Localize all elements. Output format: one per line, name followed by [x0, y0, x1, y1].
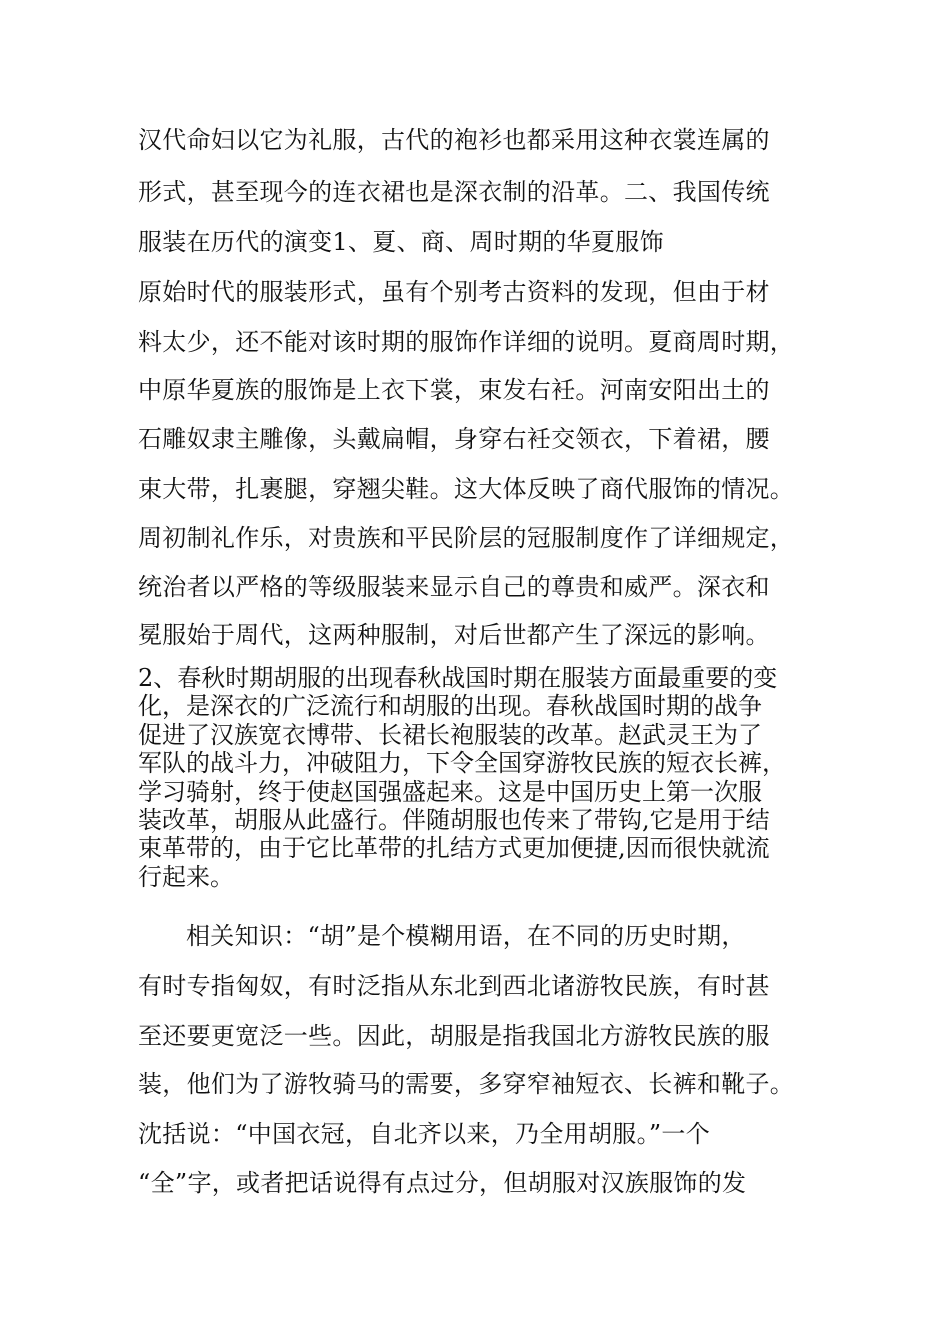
paragraph2 [138, 664, 828, 891]
paragraph2-line-5: 学习骑射，终于使赵国强盛起来。这是中国历史上第一次服 [138, 777, 762, 806]
paragraph1-line-3: 服装在历代的演变1、夏、商、周时期的华夏服饰 [138, 228, 664, 256]
paragraph2-line-1: 2、春秋时期胡服的出现春秋战国时期在服装方面最重要的变 [138, 664, 778, 692]
paragraph2-line-6: 装改革，胡服从此盛行。伴随胡服也传来了带钩,它是用于结 [138, 806, 770, 835]
paragraph2-line-2: 化，是深衣的广泛流行和胡服的出现。春秋战国时期的战争 [138, 692, 762, 721]
paragraph1-line-9: 周初制礼作乐，对贵族和平民阶层的冠服制度作了详细规定， [138, 524, 795, 552]
paragraph1-line-6: 中原华夏族的服饰是上衣下裳，束发右衽。河南安阳出土的 [138, 376, 770, 404]
paragraph1-line-4: 原始时代的服装形式，虽有个别考古资料的发现，但由于材 [138, 278, 770, 306]
paragraph3-line-3: 至还要更宽泛一些。因此，胡服是指我国北方游牧民族的服 [138, 1022, 770, 1050]
paragraph1-line-1: 汉代命妇以它为礼服，古代的袍衫也都采用这种衣裳连属的 [138, 126, 770, 154]
paragraph3-line-1: 相关知识：“胡”是个模糊用语，在不同的历史时期， [186, 922, 746, 950]
paragraph1-line-5: 料太少，还不能对该时期的服饰作详细的说明。夏商周时期， [138, 328, 795, 356]
paragraph2-line-7: 束革带的，由于它比革带的扎结方式更加便捷,因而很快就流 [138, 834, 770, 863]
paragraph3-line-4: 装，他们为了游牧骑马的需要，多穿窄袖短衣、长裤和靴子。 [138, 1070, 795, 1098]
paragraph2-line-3: 促进了汉族宽衣博带、长裙长袍服装的改革。赵武灵王为了 [138, 720, 762, 749]
paragraph1-line-2: 形式，甚至现今的连衣裙也是深衣制的沿革。二、我国传统 [138, 178, 770, 206]
paragraph1-line-8: 束大带，扎裹腿，穿翘尖鞋。这大体反映了商代服饰的情况。 [138, 475, 795, 503]
paragraph1-line-7: 石雕奴隶主雕像，头戴扁帽，身穿右衽交领衣，下着裙，腰 [138, 425, 770, 453]
paragraph2-line-4: 军队的战斗力，冲破阻力，下令全国穿游牧民族的短衣长裤， [138, 749, 786, 778]
paragraph1-line-11: 冕服始于周代，这两种服制，对后世都产生了深远的影响。 [138, 621, 770, 649]
paragraph1-line-10: 统治者以严格的等级服装来显示自己的尊贵和威严。深衣和 [138, 573, 770, 601]
paragraph3-line-5: 沈括说：“中国衣冠，自北齐以来，乃全用胡服。”一个 [138, 1120, 711, 1148]
paragraph3-line-2: 有时专指匈奴，有时泛指从东北到西北诸游牧民族，有时甚 [138, 972, 770, 1000]
paragraph3-line-6: “全”字，或者把话说得有点过分，但胡服对汉族服饰的发 [138, 1169, 747, 1197]
paragraph2-line-8: 行起来。 [138, 862, 234, 891]
